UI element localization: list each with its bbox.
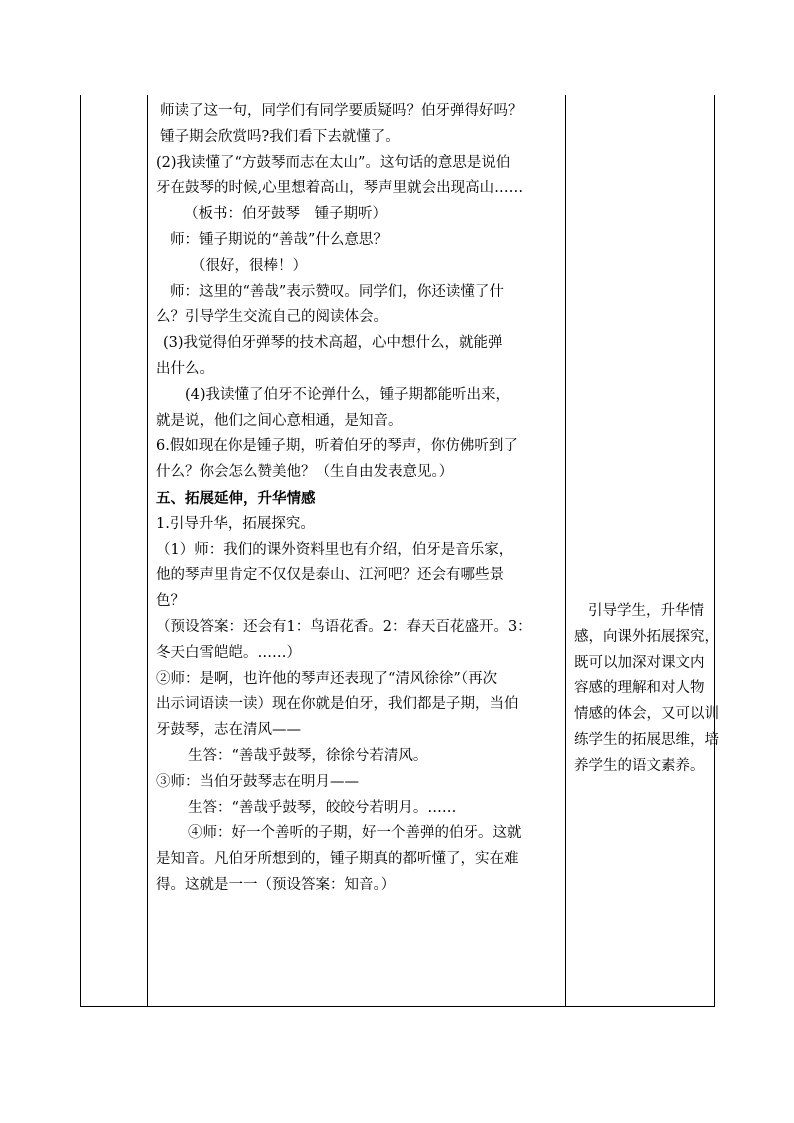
text-line: 么？引导学生交流自己的阅读体会。 bbox=[156, 309, 388, 326]
text-line: 1.引导升华，拓展探究。 bbox=[156, 515, 315, 532]
text-line: (3)我觉得伯牙弹琴的技术高超，心中想什么，就能弹 bbox=[163, 335, 503, 352]
note-line: 引导学生，升华情 bbox=[588, 603, 704, 619]
text-line: 牙在鼓琴的时候,心里想着高山，琴声里就会出现高山…… bbox=[156, 180, 524, 197]
note-line: 既可以加深对课文内 bbox=[574, 654, 705, 671]
text-line: （很好，很棒！） bbox=[191, 257, 307, 274]
note-line: 练学生的拓展思维，培 bbox=[574, 731, 719, 748]
text-line: 什么？你会怎么赞美他？（生自由发表意见。） bbox=[156, 464, 454, 481]
text-line: （预设答案：还会有1：鸟语花香。2：春天百花盛开。3： bbox=[156, 618, 532, 635]
text-line: (2)我读懂了“方鼓琴而志在太山”。这句话的意思是说伯 bbox=[156, 154, 511, 171]
text-line: 冬天白雪皑皑。……） bbox=[156, 644, 301, 661]
text-line: （板书：伯牙鼓琴 锺子期听） bbox=[184, 206, 387, 223]
column-divider-left bbox=[147, 95, 148, 1006]
note-line: 感，向课外拓展探究， bbox=[574, 628, 719, 645]
text-line: 出示词语读一读）现在你就是伯牙，我们都是子期，当伯 bbox=[156, 696, 519, 713]
text-line: 锺子期会欣赏吗?我们看下去就懂了。 bbox=[160, 128, 400, 145]
text-line: 出什么。 bbox=[156, 360, 214, 377]
text-line: ③师：当伯牙鼓琴志在明月—— bbox=[156, 773, 359, 790]
text-line: ②师：是啊，也许他的琴声还表现了“清风徐徐”（再次 bbox=[156, 670, 498, 687]
text-line: 就是说，他们之间心意相通，是知音。 bbox=[156, 412, 403, 429]
column-divider-right bbox=[565, 95, 566, 1006]
note-line: 养学生的语文素养。 bbox=[574, 757, 705, 774]
text-line: 6.假如现在你是锺子期，听着伯牙的琴声，你仿佛听到了 bbox=[156, 438, 518, 455]
text-line: 是知音。凡伯牙所想到的，锺子期真的都听懂了，实在难 bbox=[156, 851, 519, 868]
text-line: 生答：“善哉乎鼓琴，皎皎兮若明月。…… bbox=[188, 799, 457, 816]
note-line: 情感的体会，又可以训 bbox=[574, 706, 719, 723]
text-line: （1）师：我们的课外资料里也有介绍，伯牙是音乐家， bbox=[156, 541, 514, 558]
text-line: 色？ bbox=[156, 593, 185, 610]
text-line: 师读了这一句，同学们有同学要质疑吗？伯牙弹得好吗？ bbox=[160, 103, 523, 119]
text-line: (4)我读懂了伯牙不论弹什么，锺子期都能听出来， bbox=[185, 386, 511, 403]
text-line: 师：锺子期说的“善哉”什么意思？ bbox=[170, 231, 388, 248]
lesson-table bbox=[80, 95, 719, 1007]
note-line: 容感的理解和对人物 bbox=[574, 680, 705, 697]
text-line: 他的琴声里肯定不仅仅是泰山、江河吧？还会有哪些景 bbox=[156, 567, 504, 584]
text-line: 得。这就是一一（预设答案：知音。） bbox=[156, 876, 396, 893]
teaching-process-cell bbox=[156, 99, 558, 899]
text-line: 牙鼓琴，志在清风—— bbox=[156, 722, 301, 739]
text-line: ④师：好一个善听的子期，好一个善弹的伯牙。这就 bbox=[188, 825, 522, 842]
text-line: 师：这里的“善哉”表示赞叹。同学们，你还读懂了什 bbox=[170, 283, 504, 300]
design-intent-cell bbox=[574, 599, 719, 780]
text-line: 生答：“善哉乎鼓琴，徐徐兮若清风。 bbox=[188, 747, 428, 764]
section-heading: 五、拓展延伸，升华情感 bbox=[156, 489, 316, 507]
